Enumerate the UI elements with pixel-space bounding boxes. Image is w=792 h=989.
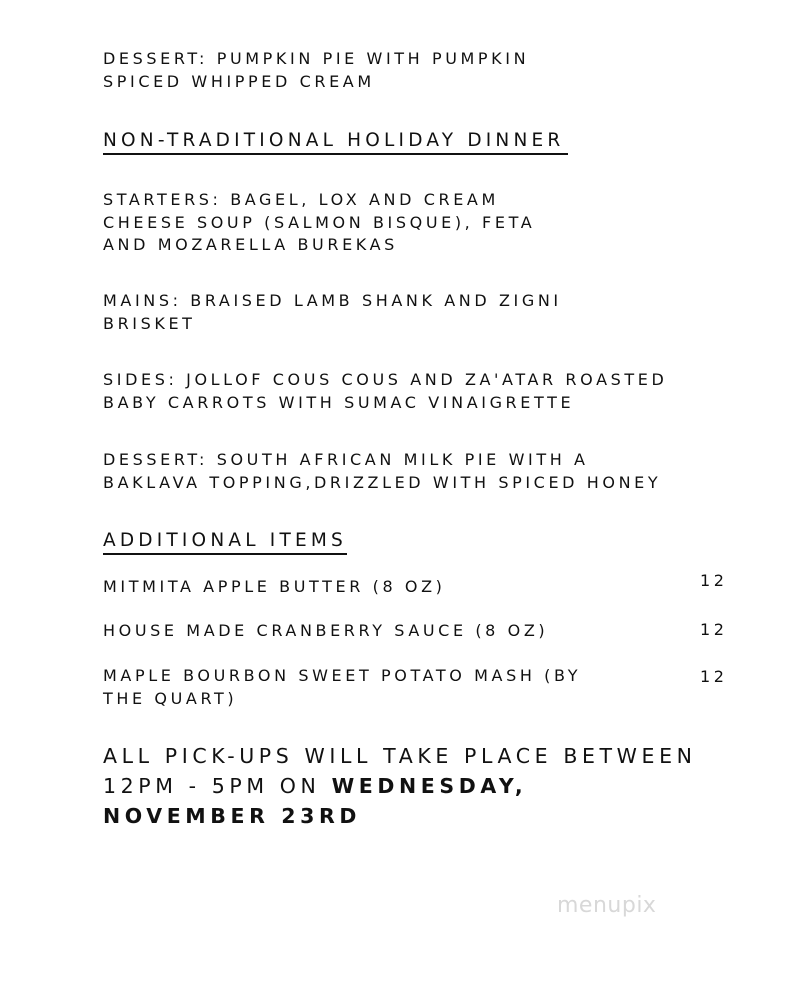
additional-item [103,665,743,710]
menu-line: DESSERT: PUMPKIN PIE WITH PUMPKIN [103,49,530,68]
menu-line: STARTERS: BAGEL, LOX AND CREAM [103,190,499,209]
additional-items-heading: ADDITIONAL ITEMS [103,529,347,555]
traditional-dessert [103,48,529,93]
starters-section [103,189,535,257]
menupix-watermark: menupix [557,893,657,918]
additional-item [103,571,743,599]
menu-line: BAKLAVA TOPPING,DRIZZLED WITH SPICED HONEY [103,472,662,492]
item-name: MAPLE BOURBON SWEET POTATO MASH (BY [103,666,582,685]
menu-line: AND MOZARELLA BUREKAS [103,235,398,254]
pickup-time: 12PM - 5PM ON [103,774,332,798]
pickup-notice-line1: ALL PICK-UPS WILL TAKE PLACE BETWEEN [103,744,697,768]
menu-line: BRISKET [103,313,196,333]
menu-line: SIDES: JOLLOF COUS COUS AND ZA'ATAR ROASTED [103,370,668,389]
menu-line: DESSERT: SOUTH AFRICAN MILK PIE WITH A [103,450,589,469]
non-traditional-heading: NON-TRADITIONAL HOLIDAY DINNER [103,129,568,155]
mains-section [103,290,562,335]
non-traditional-dessert [103,449,661,494]
menu-line: CHEESE SOUP (SALMON BISQUE), FETA [103,212,536,232]
pickup-notice-line2 [103,771,527,801]
menu-line: BABY CARROTS WITH SUMAC VINAIGRETTE [103,392,575,412]
item-price: 12 [700,620,728,639]
pickup-date: NOVEMBER 23RD [103,804,361,828]
additional-item [103,620,743,643]
item-price: 12 [700,667,728,686]
item-name: MITMITA APPLE BUTTER (8 OZ) [103,577,446,596]
item-name: THE QUART) [103,688,238,708]
item-price: 12 [700,571,728,590]
sides-section [103,369,667,414]
pickup-day: WEDNESDAY, [331,774,528,798]
pickup-notice-line3 [103,801,361,831]
item-name: HOUSE MADE CRANBERRY SAUCE (8 OZ) [103,621,549,640]
menu-line: MAINS: BRAISED LAMB SHANK AND ZIGNI [103,291,562,310]
menu-line: SPICED WHIPPED CREAM [103,71,375,91]
